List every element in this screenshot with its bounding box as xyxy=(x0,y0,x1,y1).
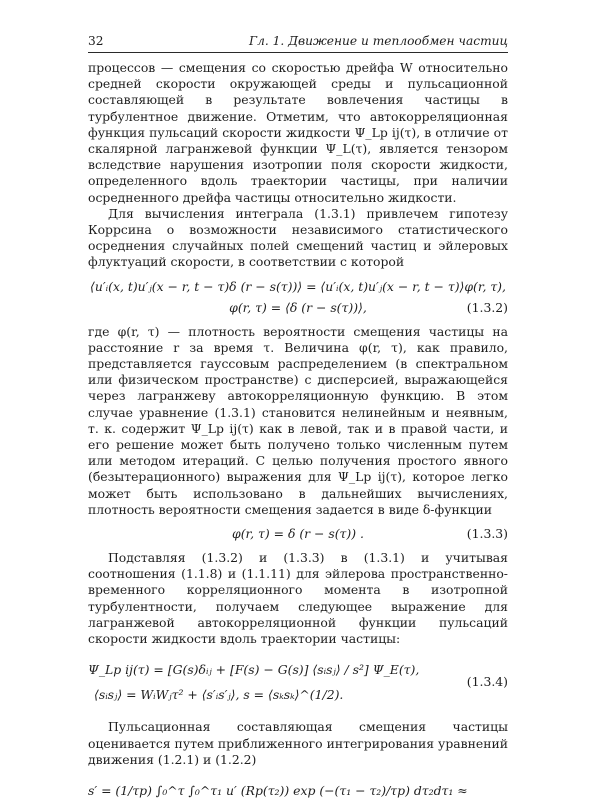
equation-displacement-body: s′ = (1/τp) ∫₀^τ ∫₀^τ₁ u′ (Rp(τ₂)) exp (−(τ₁ − τ₂)/τp) dτ₂dτ₁ ≈ xyxy=(88,782,468,798)
page-body xyxy=(88,60,508,807)
paragraph-3: где φ(r, τ) — плотность вероятности смещения частицы на расстояние r за время τ. Величина φ(r, τ), как правило, представляется гауссовым распределением (в спектральном или физическом пространстве) с дисперсией, выражающейся через лагранжеву автокорреляционную функцию. В этом случае уравнение (1.3.1) становится нелинейным и неявным, т. к. содержит Ψ_Lp ij(τ) как в левой, так и в правой части, и его решение может быть получено только численным путем или методом итераций. С целью получения простого явного (безытерационного) выражения для Ψ_Lp ij(τ), которое легко может быть использовано в дальнейших вычислениях, плотность вероятности смещения задается в виде δ-функции xyxy=(88,323,508,517)
equation-1-3-3 xyxy=(88,523,508,544)
equation-1-3-4 xyxy=(88,657,508,707)
paragraph-1: процессов — смещения со скоростью дрейфа W относительно средней скорости окружающей среды и пульсационной составляющей в результате вовлечения частицы в турбулентное движение. Отметим, что автокорреляционная функция пульсаций скорости жидкости Ψ_Lp ij(τ), в отличие от скалярной лагранжевой функции Ψ_L(τ), является тензором вследствие нарушения изотропии поля скорости жидкости, определенного вдоль траектории частицы, при наличии осредненного дрейфа частицы относительно жидкости. xyxy=(88,60,508,205)
equation-1-3-2 xyxy=(88,276,508,318)
equation-1-3-3-label: (1.3.3) xyxy=(466,526,508,542)
running-head: Гл. 1. Движение и теплообмен частиц xyxy=(249,34,508,48)
page-number: 32 xyxy=(88,34,104,48)
equation-1-3-4-line-2: ⟨sᵢsⱼ⟩ = WᵢWⱼτ² + ⟨s′ᵢs′ⱼ⟩, s = ⟨sₖsₖ⟩^(1/2). xyxy=(94,687,344,703)
paragraph-5: Пульсационная составляющая смещения частицы оценивается путем приближенного интегрирования уравнений движения (1.2.1) и (1.2.2) xyxy=(88,719,508,767)
equation-1-3-3-body: φ(r, τ) = δ (r − s(τ)) . xyxy=(232,526,364,542)
equation-1-3-4-label: (1.3.4) xyxy=(466,674,508,690)
paragraph-2: Для вычисления интеграла (1.3.1) привлечем гипотезу Коррсина о возможности независимого статистического осреднения случайных полей смещений частиц и эйлеровых флуктуаций скорости, в соответствии с которой xyxy=(88,205,508,270)
equation-1-3-4-line-1: Ψ_Lp ij(τ) = [G(s)δᵢⱼ + [F(s) − G(s)] ⟨sᵢsⱼ⟩ / s²] Ψ_E(τ), xyxy=(88,662,420,678)
paragraph-4: Подставляя (1.3.2) и (1.3.3) в (1.3.1) и учитывая соотношения (1.1.8) и (1.1.11) для эйлерова пространственно-временного корреляционного момента в изотропной турбулентности, получаем следующее выражение для лагранжевой автокорреляционной функции пульсаций скорости жидкости вдоль траектории частицы: xyxy=(88,550,508,647)
header-rule xyxy=(88,52,508,53)
equation-1-3-2-line-1: ⟨u′ᵢ(x, t)u′ⱼ(x − r, t − τ)δ (r − s(τ))⟩ = ⟨u′ᵢ(x, t)u′ⱼ(x − r, t − τ)⟩φ(r, τ), xyxy=(90,278,506,294)
equation-displacement xyxy=(88,780,508,801)
equation-1-3-2-label: (1.3.2) xyxy=(466,299,508,315)
page-header xyxy=(88,33,508,51)
equation-1-3-2-line-2: φ(r, τ) = ⟨δ (r − s(τ))⟩, xyxy=(229,299,367,315)
